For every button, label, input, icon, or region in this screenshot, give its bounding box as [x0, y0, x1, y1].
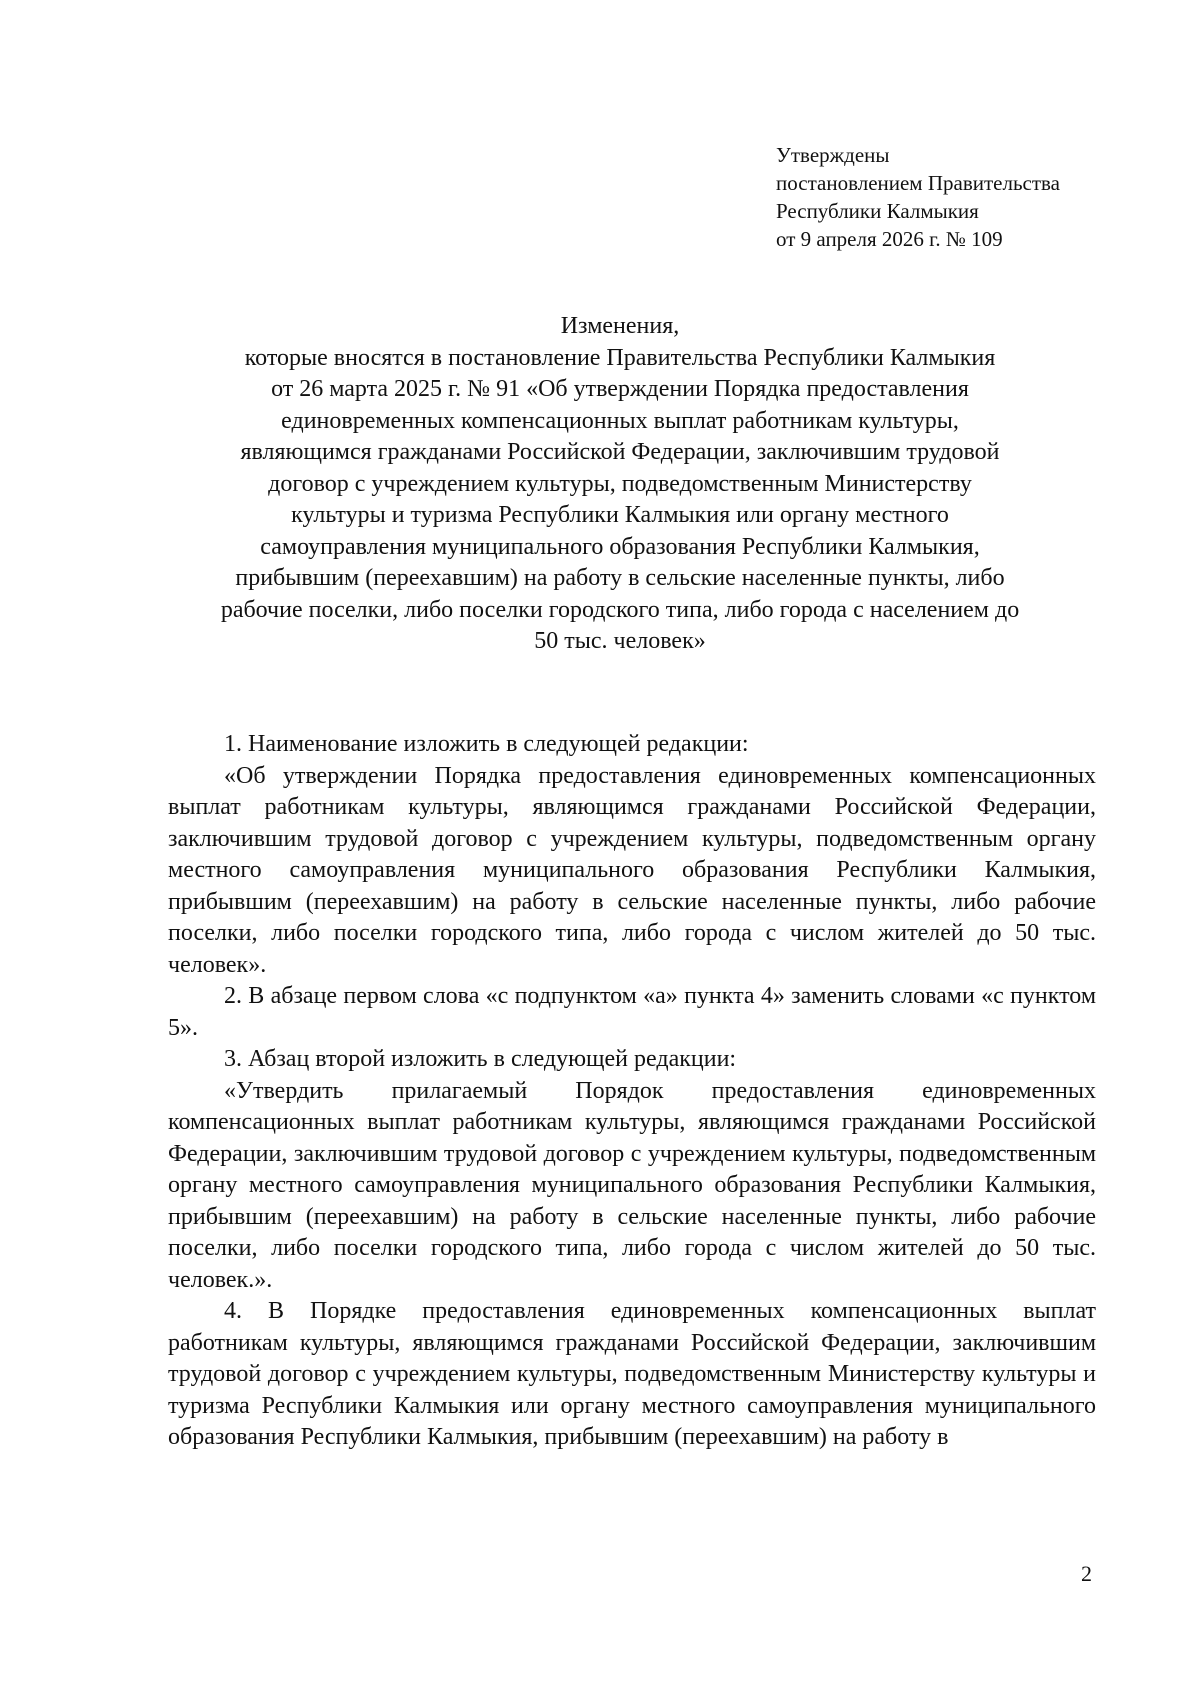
document-body — [168, 729, 1096, 1454]
body-paragraph: «Утвердить прилагаемый Порядок предоставления единовременных компенсационных выплат работникам культуры, являющимся гражданами Российской Федерации, заключившим трудовой договор с учреждением культуры, подведомственным органу местного самоуправления муниципального образования Республики Калмыкия, прибывшим (переехавшим) на работу в сельские населенные пункты, либо рабочие поселки, либо поселки городского типа, либо города с числом жителей до 50 тыс. человек.». — [168, 1077, 1096, 1293]
approval-line: Утверждены — [776, 143, 890, 167]
document-heading — [160, 311, 1080, 658]
heading-line: культуры и туризма Республики Калмыкия или органу местного — [291, 502, 949, 528]
heading-line: которые вносятся в постановление Правительства Республики Калмыкия — [244, 344, 996, 371]
body-paragraph: 4. В Порядке предоставления единовременных компенсационных выплат работникам культуры, являющимся гражданами Российской Федерации, заключившим трудовой договор с учреждением культуры, подведомственным Министерству культуры и туризма Республики Калмыкия или органу местного самоуправления муниципального образования Республики Калмыкия, прибывшим (переехавшим) на работу в — [168, 1298, 1096, 1450]
heading-line: самоуправления муниципального образования Республики Калмыкия, — [260, 533, 980, 560]
heading-line: 50 тыс. человек» — [534, 628, 706, 654]
heading-title: Изменения, — [560, 313, 680, 339]
heading-line: от 26 марта 2025 г. № 91 «Об утверждении Порядка предоставления — [271, 376, 969, 402]
heading-line: прибывшим (переехавшим) на работу в сельские населенные пункты, либо — [235, 565, 1005, 591]
page-number: 2 — [1081, 1561, 1092, 1586]
approval-line: от 9 апреля 2026 г. № 109 — [776, 227, 1003, 251]
heading-line: договор с учреждением культуры, подведомственным Министерству — [268, 470, 972, 497]
approval-stamp — [776, 141, 1116, 253]
approval-line: Республики Калмыкия — [776, 199, 979, 223]
heading-line: являющимся гражданами Российской Федерации, заключившим трудовой — [240, 439, 1000, 465]
approval-line: постановлением Правительства — [776, 171, 1061, 195]
body-paragraph: 3. Абзац второй изложить в следующей редакции: — [224, 1046, 737, 1072]
body-paragraph: 2. В абзаце первом слова «с подпунктом «а» пункта 4» заменить словами «с пунктом 5». — [168, 983, 1096, 1041]
heading-line: рабочие поселки, либо поселки городского типа, либо города с населением до — [220, 596, 1020, 623]
body-paragraph: 1. Наименование изложить в следующей редакции: — [224, 731, 749, 757]
body-paragraph: «Об утверждении Порядка предоставления единовременных компенсационных выплат работникам культуры, являющимся гражданами Российской Федерации, заключившим трудовой договор с учреждением культуры, подведомственным органу местного самоуправления муниципального образования Республики Калмыкия, прибывшим (переехавшим) на работу в сельские населенные пункты, либо рабочие поселки, либо поселки городского типа, либо города с числом жителей до 50 тыс. человек». — [168, 762, 1096, 978]
heading-line: единовременных компенсационных выплат работникам культуры, — [281, 407, 959, 434]
